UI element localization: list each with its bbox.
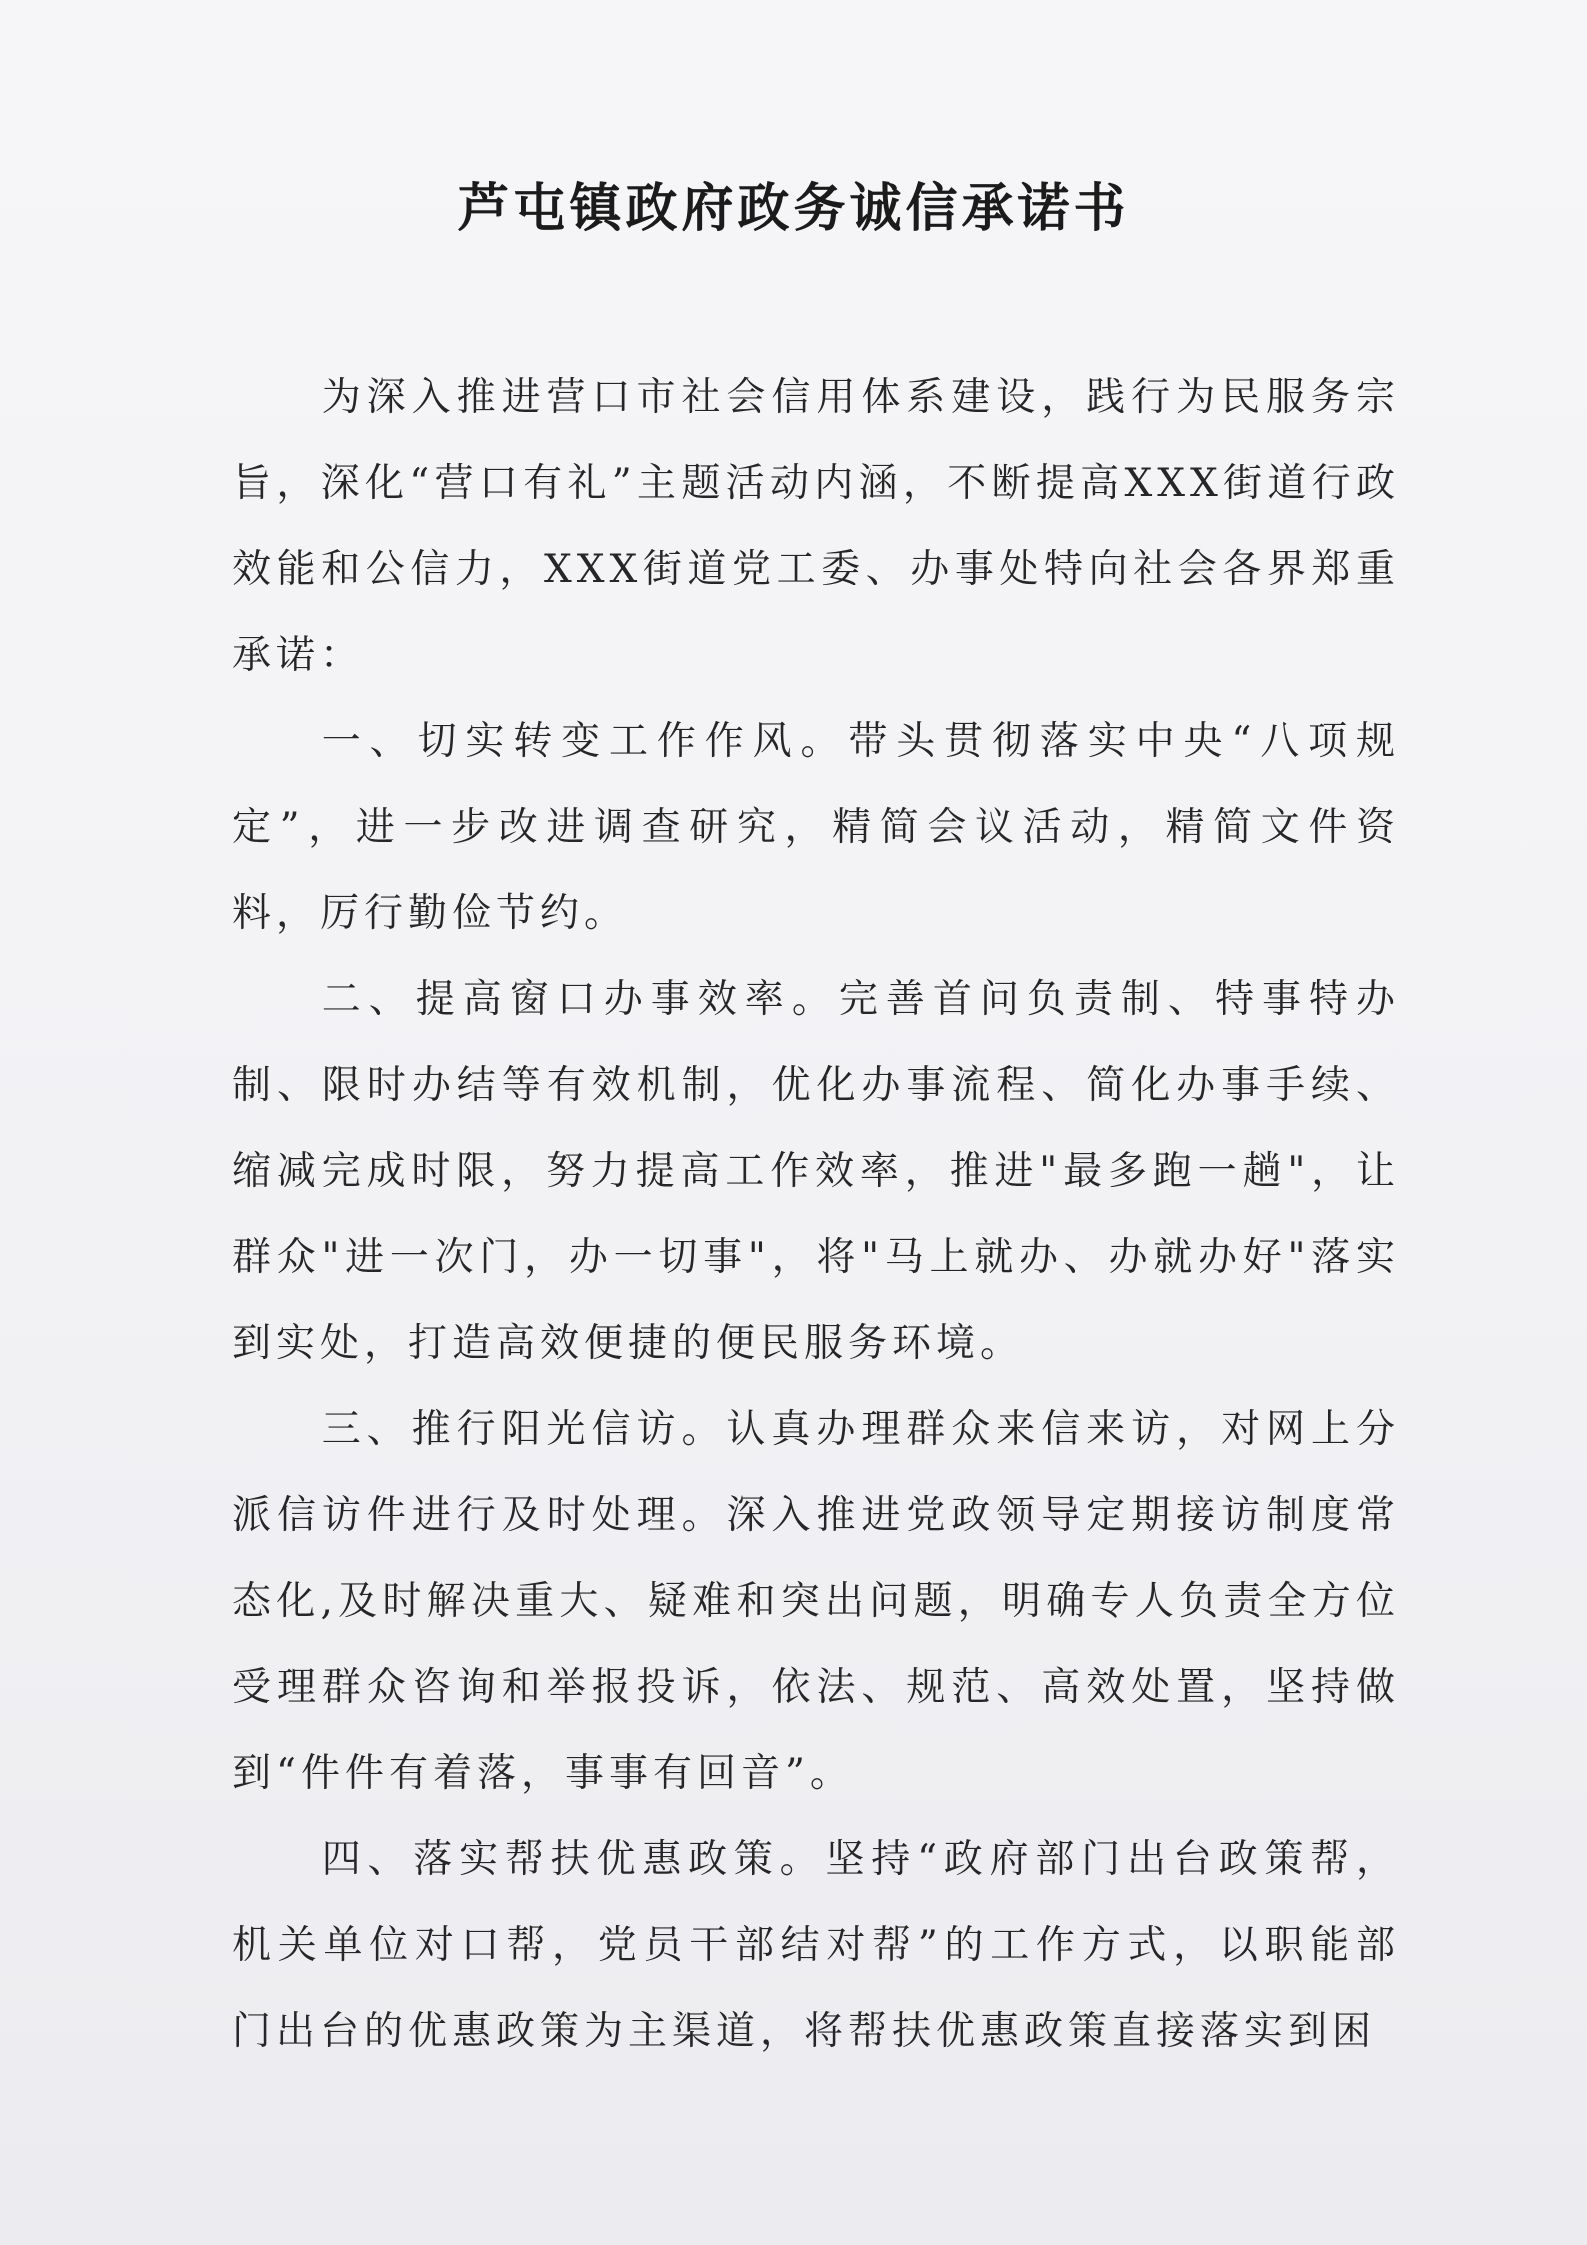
paragraph-item-4: 四、落实帮扶优惠政策。坚持“政府部门出台政策帮，机关单位对口帮，党员干部结对帮”的工作方式，以职能部门出台的优惠政策为主渠道，将帮扶优惠政策直接落实到困 [232, 1837, 1400, 2054]
document-body [232, 355, 1400, 2075]
paragraph-item-2: 二、提高窗口办事效率。完善首问负责制、特事特办制、限时办结等有效机制，优化办事流程、简化办事手续、缩减完成时限，努力提高工作效率，推进"最多跑一趟"，让群众"进一次门，办一切事"，将"马上就办、办就办好"落实到实处，打造高效便捷的便民服务环境。 [232, 977, 1400, 1366]
document-title: 芦屯镇政府政务诚信承诺书 [457, 179, 1130, 239]
paragraph-item-1: 一、切实转变工作作风。带头贯彻落实中央“八项规定”，进一步改进调查研究，精简会议活动，精简文件资料，厉行勤俭节约。 [232, 719, 1400, 936]
paragraph-intro: 为深入推进营口市社会信用体系建设，践行为民服务宗旨，深化“营口有礼”主题活动内涵，不断提高XXX街道行政效能和公信力，XXX街道党工委、办事处特向社会各界郑重承诺： [232, 375, 1400, 678]
paragraph-item-3: 三、推行阳光信访。认真办理群众来信来访，对网上分派信访件进行及时处理。深入推进党政领导定期接访制度常态化,及时解决重大、疑难和突出问题，明确专人负责全方位受理群众咨询和举报投诉，依法、规范、高效处置，坚持做到“件件有着落，事事有回音”。 [232, 1407, 1400, 1796]
